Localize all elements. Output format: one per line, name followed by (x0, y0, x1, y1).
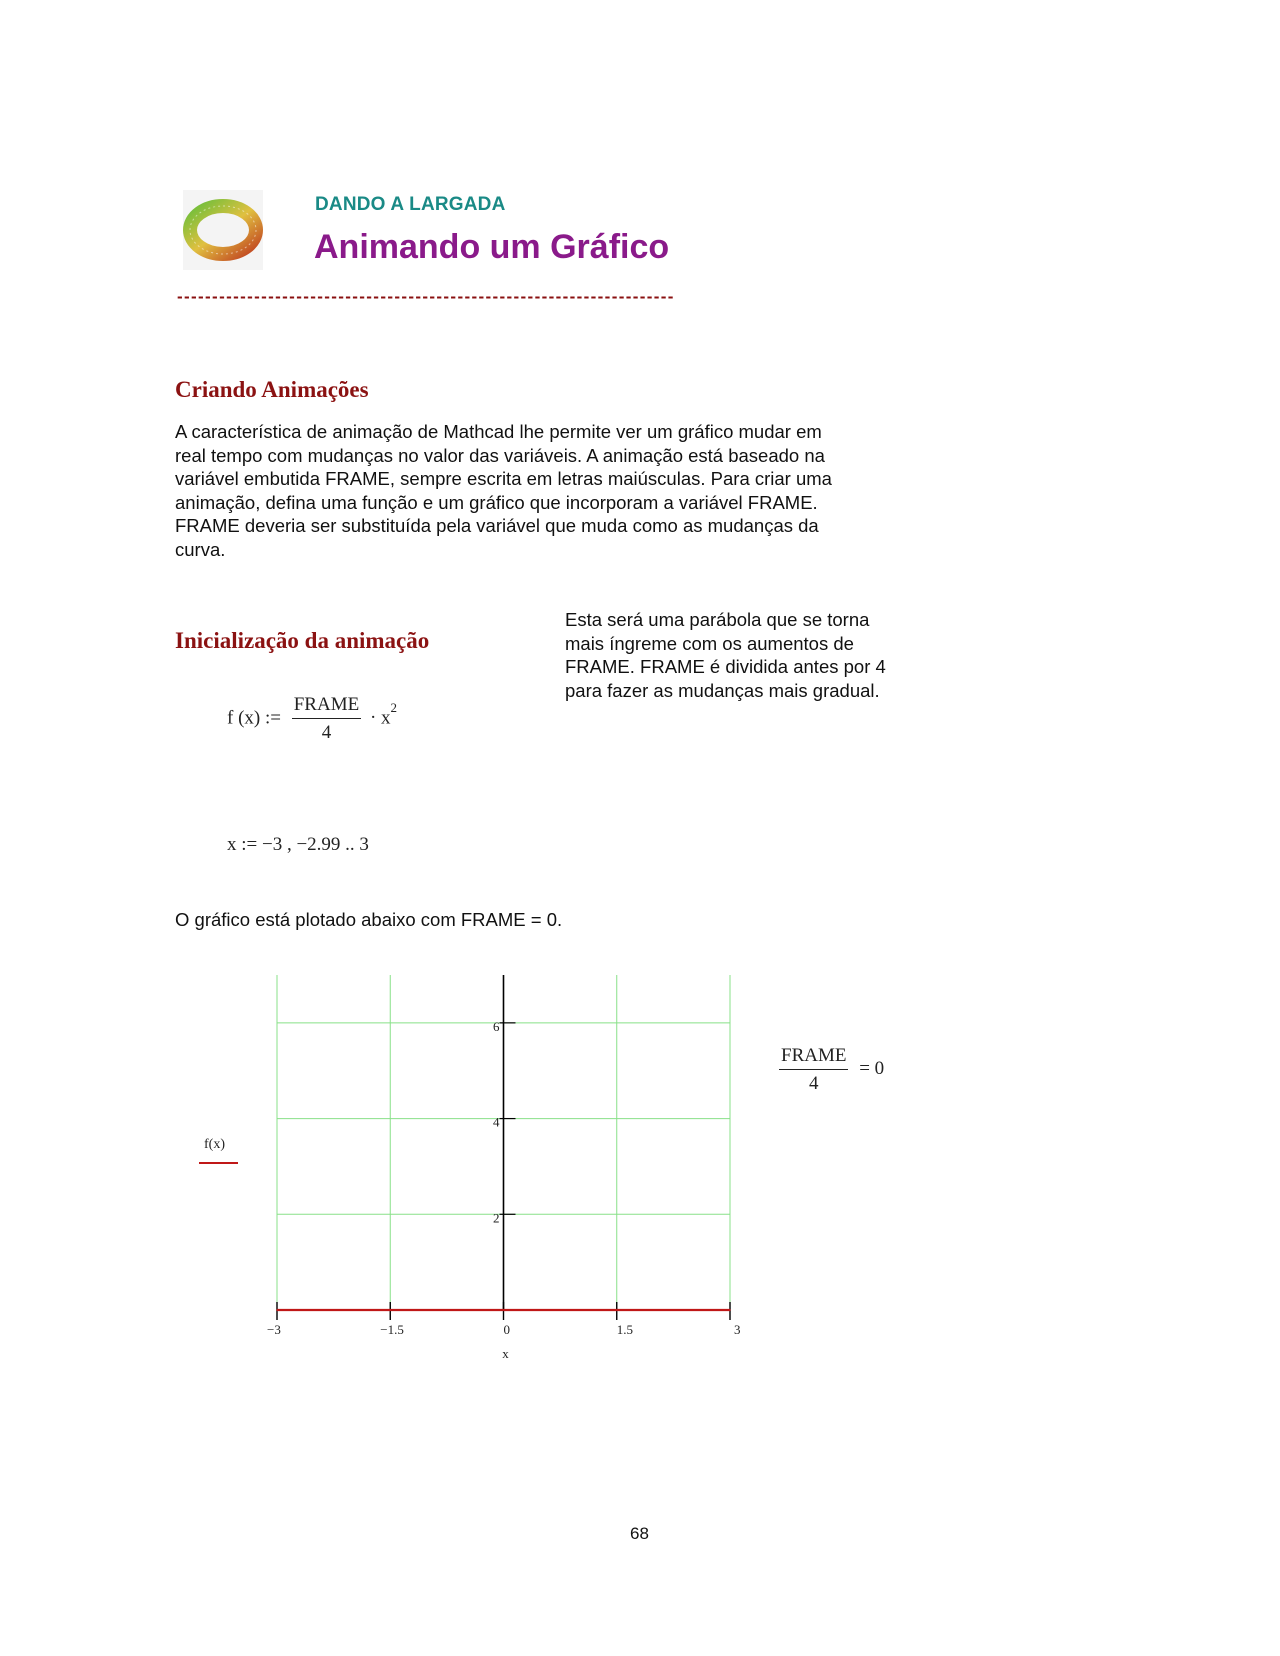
note-line: FRAME. FRAME é dividida antes por 4 (565, 656, 886, 677)
heading-criando-animacoes: Criando Animações (175, 377, 369, 402)
fraction-numerator: FRAME (292, 694, 361, 719)
plot-caption: O gráfico está plotado abaixo com FRAME = 0. (175, 909, 563, 930)
function-lhs: f (x) := (227, 707, 281, 729)
paragraph-line: animação, defina uma função e um gráfico que incorporam a variável FRAME. (175, 491, 818, 513)
data-point (503, 1309, 505, 1311)
paragraph-line: FRAME deveria ser substituída pela variável que muda como as mudanças da (175, 515, 819, 536)
y-tick-label: 2 (493, 1210, 500, 1226)
heading-inicializacao: Inicialização da animação (175, 628, 430, 653)
data-point (389, 1309, 391, 1311)
function-exponent: 2 (390, 700, 398, 716)
paragraph-line: variável embutida FRAME, sempre escrita em letras maiúsculas. Para criar uma (175, 468, 832, 489)
x-tick-label: −3 (267, 1322, 281, 1337)
data-point (616, 1309, 618, 1311)
fraction-denominator: 4 (321, 722, 332, 743)
legend-label: f(x) (204, 1137, 225, 1152)
paragraph-line: A característica de animação de Mathcad lhe permite ver um gráfico mudar em (175, 421, 822, 442)
note-line: para fazer as mudanças mais gradual. (565, 679, 880, 701)
dashed-divider: ----------------------------------------------------------------------- (177, 287, 675, 306)
multiply-dot: · (369, 707, 377, 729)
note-line: Esta será uma parábola que se torna (565, 609, 870, 630)
x-axis-label: x (502, 1346, 509, 1361)
section-label: DANDO A LARGADA (315, 194, 506, 215)
note-line: mais íngreme com os aumentos de (565, 632, 854, 654)
paragraph-line: curva. (175, 538, 226, 560)
y-tick-label: 6 (493, 1018, 500, 1034)
data-point (276, 1309, 278, 1311)
data-point (729, 1309, 731, 1311)
page-number: 68 (630, 1524, 649, 1543)
result-numerator: FRAME (779, 1045, 848, 1070)
x-tick-label: −1.5 (380, 1322, 404, 1337)
result-denominator: 4 (808, 1073, 819, 1094)
x-tick-label: 1.5 (616, 1322, 633, 1337)
y-tick-label: 4 (493, 1114, 500, 1130)
series-layer (276, 1309, 731, 1311)
paragraph-line: real tempo com mudanças no valor das variáveis. A animação está baseado na (175, 444, 825, 466)
axis-layer (277, 975, 730, 1320)
result-equals: = 0 (859, 1058, 885, 1080)
range-definition[interactable]: x := −3 , −2.99 .. 3 (227, 834, 369, 855)
function-variable: x (381, 707, 391, 729)
x-tick-label: 0 (503, 1322, 510, 1337)
x-tick-label: 3 (734, 1322, 741, 1337)
page-title: Animando um Gráfico (314, 228, 670, 266)
